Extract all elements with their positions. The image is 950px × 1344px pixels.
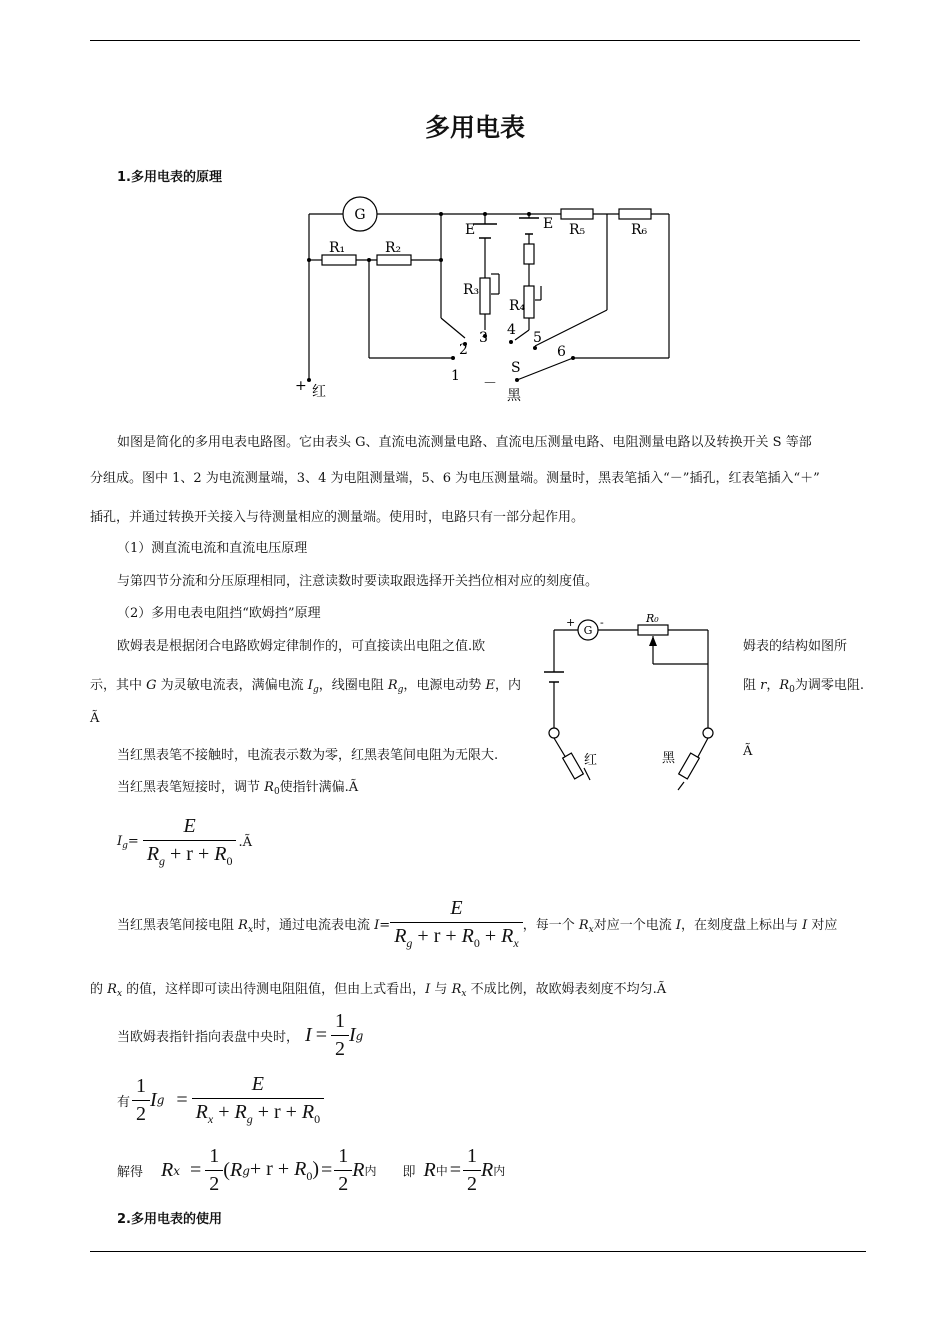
plus-terminal-label: + (295, 378, 307, 394)
resistor-icon (322, 255, 356, 265)
para1-line1: 如图是简化的多用电表电路图。它由表头 G、直流电流测量电路、直流电压测量电路、电阻测量电路以及转换开关 S 等部 (117, 435, 812, 450)
e2-label: E (543, 216, 554, 232)
stray-mark: Ã (90, 711, 100, 726)
ohm-line1-left: 欧姆表是根据闭合电路欧姆定律制作的，可直接读出电阻之值.欧 (117, 639, 486, 654)
red-probe-label: 红 (312, 384, 326, 400)
r5-label: R₅ (569, 222, 586, 238)
r0-label: R₀ (646, 612, 659, 625)
subheading-2: （2）多用电表电阻挡“欧姆挡”原理 (117, 606, 321, 621)
ohm-line4: 当红黑表笔不接触时，电流表示数为零，红黑表笔间电阻为无限大. (117, 748, 499, 763)
r3-label: R₃ (463, 282, 480, 298)
galvanometer-label: G (354, 207, 366, 223)
ohm-line1-right: 姆表的结构如图所 (743, 639, 848, 654)
ohm-line2-left: 示，其中 G 为灵敏电流表，满偏电流 $I_g$，线圈电阻 $R_g$，电源电动势 E，内 (90, 678, 522, 695)
r1-label: R₁ (329, 240, 346, 256)
formula-solution: 解得 R x = $\frac{1}{2}$ ( R g + $r + R_0$) = $\frac{1}{2}$ R 内 即 R 中 = $\frac{1}{2}$ R 内 (117, 1145, 506, 1195)
page-title: 多用电表 (424, 113, 525, 142)
r6-label: R₆ (631, 222, 648, 238)
sub1-text: 与第四节分流和分压原理相同，注意读数时要读取跟选择开关挡位相对应的刻度值。 (117, 574, 599, 589)
resistor-icon (524, 286, 534, 318)
terminal-1-label: 1 (451, 368, 460, 384)
black-label: 黑 (662, 751, 676, 766)
black-probe-icon (679, 753, 700, 779)
battery-icon (544, 672, 564, 682)
resistor-icon (524, 244, 534, 264)
switch-label: S (511, 360, 521, 376)
terminal-6-label: 6 (557, 344, 566, 360)
para1-line2: 分组成。图中 1、2 为电流测量端，3、4 为电阻测量端，5、6 为电压测量端。测量时，黑表笔插入“－”插孔，红表笔插入“＋” (90, 471, 820, 486)
black-probe-label: 黑 (507, 388, 521, 404)
ohmmeter-circuit-diagram (536, 612, 736, 792)
r4-label: R₄ (509, 298, 526, 314)
terminal-4-label: 4 (507, 322, 516, 338)
resistor-icon (619, 209, 651, 219)
terminal-5-label: 5 (533, 330, 542, 346)
red-label: 红 (584, 753, 598, 768)
para1-line3: 插孔，并通过转换开关接入与待测量相应的测量端。使用时，电路只有一部分起作用。 (90, 510, 585, 525)
ohm-line5: 当红黑表笔短接时，调节 $R_0$使指针满偏.Ã (117, 780, 359, 797)
r2-label: R₂ (385, 240, 402, 256)
terminal-3-label: 3 (479, 330, 488, 346)
section1-heading: 1.多用电表的原理 (117, 170, 222, 185)
resistor-icon (561, 209, 593, 219)
zero-adjust-resistor-icon (638, 625, 668, 635)
resistor-icon (480, 278, 490, 314)
minus-terminal-label: － (483, 376, 497, 392)
red-probe-jack-icon (549, 728, 559, 738)
rx-line2: 的 $R_x$ 的值，这样即可读出待测电阻阻值，但由上式看出，I 与 $R_x$ 不成比例，故欧姆表刻度不均匀.Ã (90, 982, 667, 999)
plus-label: + (566, 616, 576, 629)
footer-rule (90, 1251, 866, 1252)
subheading-1: （1）测直流电流和直流电压原理 (117, 541, 308, 556)
formula-full-scale-current: $I_g=$ $\frac{E}{R_g + r + R_0}$ .Ã (117, 815, 252, 868)
red-probe-icon (563, 753, 584, 779)
slider-arrow-icon (649, 636, 657, 646)
terminal-2-label: 2 (459, 342, 468, 358)
multimeter-circuit-diagram (285, 190, 685, 410)
resistor-icon (377, 255, 411, 265)
black-probe-jack-icon (703, 728, 713, 738)
section2-heading: 2.多用电表的使用 (117, 1212, 222, 1227)
header-rule (90, 40, 860, 41)
galvanometer-label: G (583, 624, 593, 637)
formula-half-current-equation: 有 $\frac{1}{2}$ I g = $\frac{E}{R_x + R_g + r + R_0}$ (117, 1073, 324, 1127)
stray-mark: Ã (743, 744, 753, 759)
formula-half-current: 当欧姆表指针指向表盘中央时， I = $\frac{1}{2}$ I g (117, 1010, 364, 1060)
ohm-line2-right: 阻 r，$R_0$为调零电阻. (743, 678, 865, 695)
minus-label: - (600, 616, 604, 629)
rx-current-line: 当红黑表笔间接电阻 $R_x$时，通过电流表电流 I= $\frac{E}{R_g + r + R_0 + R_x}$ ，每一个 $R_x$对应一个电流 I，在刻度盘上标出与 I 对应 (117, 897, 838, 950)
e1-label: E (465, 222, 476, 238)
